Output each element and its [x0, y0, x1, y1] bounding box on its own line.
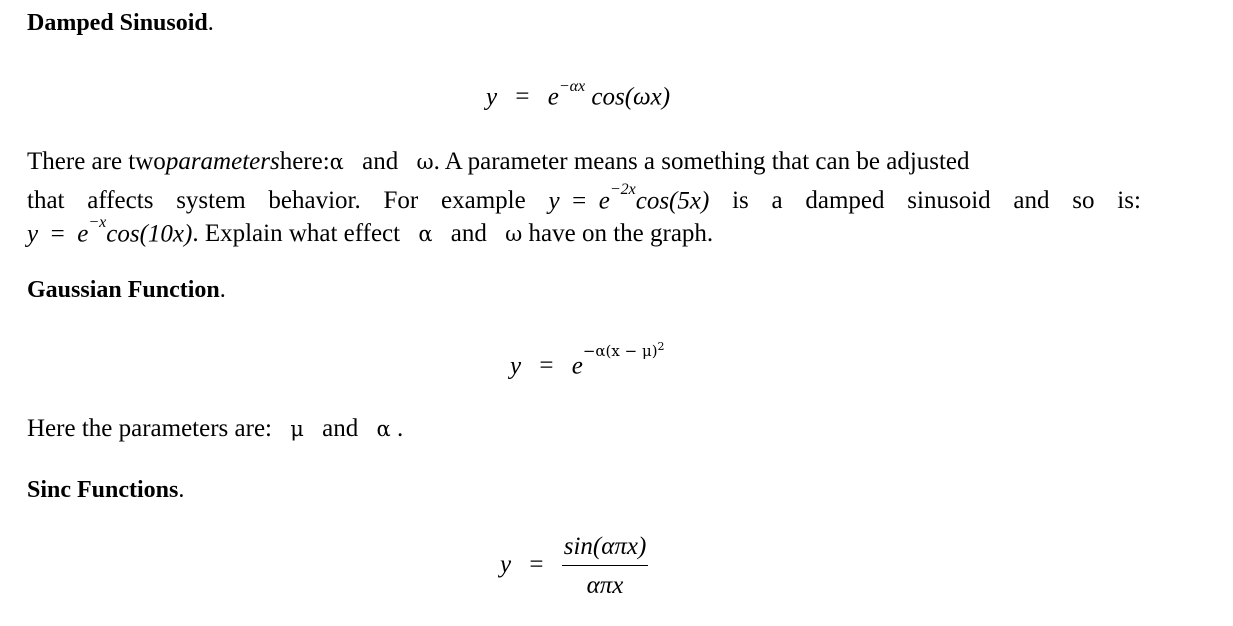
fraction: $\frac{\text{sin(απx)}}{\text{απx}}$: [563, 533, 647, 599]
equation-gaussian: $y = e^{-\alpha(x - \mu)^2}$: [510, 340, 665, 380]
heading-damped-sinusoid: Damped Sinusoid.: [27, 10, 214, 36]
heading-sinc-functions: Sinc Functions.: [27, 477, 185, 503]
equation-damped-sinusoid: $y = e^{-\alpha x}$ cos(ωx): [486, 78, 671, 111]
inline-equation-example-1: $y = e^{-2x}\cos(5x)$: [548, 181, 710, 215]
paragraph-damped-sinusoid: There are two parameters here: α and ω . A parameter means a something that can be adjusted that affects system behavior. For example $y = e^{-2x}\cos(5x)$ is a damped sinusoid and so is: $y = e^{-x}\cos(10x)$ . Explain what effect α and ω have on the graph.: [27, 145, 1141, 244]
inline-equation-example-2: $y = e^{-x}\cos(10x)$: [27, 214, 193, 248]
heading-gaussian-function: Gaussian Function.: [27, 277, 226, 303]
equation-sinc: y = $\frac{\text{sin(απx)}}{\text{απx}}$: [500, 533, 647, 599]
paragraph-gaussian: Here the parameters are: μ and α .: [27, 415, 404, 442]
